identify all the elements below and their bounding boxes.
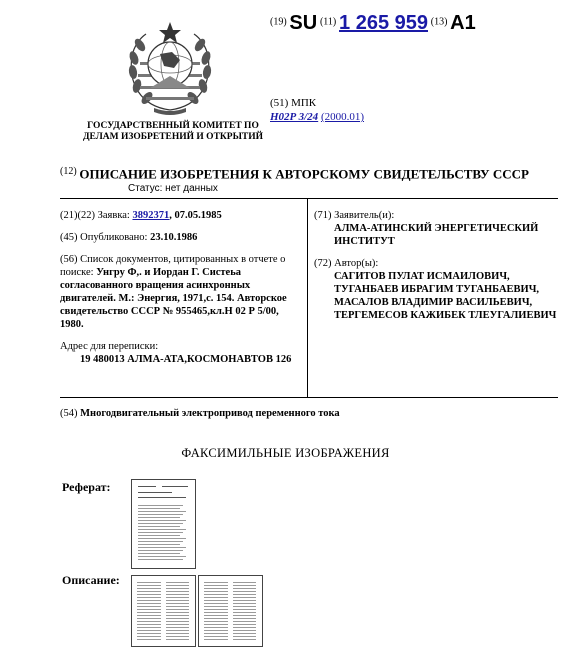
thumbnail-text-line [204, 612, 228, 613]
thumbnail-text-line [233, 612, 257, 613]
patent-number-link[interactable]: 1 265 959 [339, 12, 428, 34]
address-label: Адрес для переписки: [60, 341, 159, 352]
thumbnail-text-line [166, 582, 190, 583]
application-date: , 07.05.1985 [169, 210, 222, 221]
thumbnail-text-line [233, 603, 257, 604]
thumbnail-text-line [204, 591, 228, 592]
cited-docs [60, 253, 305, 331]
column-divider [307, 198, 308, 397]
thumbnail-text-line [137, 630, 161, 631]
thumbnail-text-line [166, 615, 190, 616]
thumbnail-text-line [166, 597, 190, 598]
thumbnail-text-line [137, 627, 161, 628]
mpk-version-link[interactable]: (2000.01) [320, 111, 365, 123]
thumbnail-text-line [204, 588, 228, 589]
thumbnail-text-line [138, 526, 180, 527]
facsimile-heading: ФАКСИМИЛЬНЫЕ ИЗОБРАЖЕНИЯ [181, 446, 390, 460]
thumbnail-text-line [233, 606, 257, 607]
thumbnail-text-line [204, 618, 228, 619]
thumbnail-text-line [166, 630, 190, 631]
code-19: (19) [270, 16, 287, 28]
thumbnail-text-line [166, 612, 190, 613]
thumbnail-text-line [138, 486, 156, 487]
top-divider [60, 198, 558, 199]
description-page-1-thumbnail[interactable] [131, 575, 196, 647]
country-code: SU [289, 12, 318, 34]
code-11: (11) [319, 16, 337, 28]
thumbnail-text-line [138, 535, 180, 536]
thumbnail-text-line [204, 609, 228, 610]
published-date: 23.10.1986 [150, 232, 198, 243]
application-number-link[interactable]: 3892371 [132, 210, 170, 221]
thumbnail-text-line [233, 609, 257, 610]
thumbnail-text-line [137, 597, 161, 598]
thumbnail-text-line [166, 639, 190, 640]
thumbnail-text-line [166, 609, 190, 610]
thumbnail-text-line [166, 585, 190, 586]
thumbnail-text-line [137, 636, 161, 637]
thumbnail-text-line [138, 508, 180, 509]
left-column [60, 209, 305, 366]
application-label: (21)(22) Заявка: [60, 210, 130, 221]
thumbnail-text-line [204, 627, 228, 628]
cited-label: (56) Список документов, цитированных в отчете о поиске: [60, 254, 286, 278]
thumbnail-text-line [166, 603, 190, 604]
invention-title [60, 408, 340, 419]
abstract-label: Реферат: [62, 480, 111, 494]
mpk-label: (51) МПК [270, 97, 317, 109]
thumbnail-text-line [204, 582, 228, 583]
thumbnail-text-line [138, 523, 183, 524]
thumbnail-text-line [204, 624, 228, 625]
code-12: (12) [60, 166, 77, 177]
authors-block [314, 257, 559, 322]
cited-text: Унгру Ф,. и Иордан Г. Систеьа согласованного вращения асинхронных двигателей. М.: Энергия, 1971,с. 154. Авторское свидетельство СССР № 955465,кл.Н 02 Р 5/00, 1980. [60, 267, 287, 330]
thumbnail-text-line [233, 633, 257, 634]
address-text: 19 480013 АЛМА-АТА,КОСМОНАВТОВ 126 [80, 354, 292, 365]
thumbnail-text-line [233, 597, 257, 598]
thumbnail-text-line [162, 486, 188, 487]
thumbnail-text-line [138, 529, 186, 530]
thumbnail-text-line [137, 624, 161, 625]
thumbnail-text-line [138, 505, 183, 506]
thumbnail-text-line [137, 582, 161, 583]
applicant-label: (71) Заявитель(и): [314, 210, 395, 221]
thumbnail-text-line [204, 615, 228, 616]
status-text: Статус: нет данных [128, 183, 218, 194]
thumbnail-text-line [233, 636, 257, 637]
authors-label: (72) Автор(ы): [314, 258, 379, 269]
thumbnail-text-line [204, 597, 228, 598]
thumbnail-text-line [137, 621, 161, 622]
thumbnail-text-line [137, 633, 161, 634]
thumbnail-text-line [166, 594, 190, 595]
thumbnail-text-line [166, 588, 190, 589]
code-13: (13) [430, 16, 448, 28]
thumbnail-text-line [204, 603, 228, 604]
thumbnail-text-line [137, 639, 161, 640]
thumbnail-text-line [166, 624, 190, 625]
thumbnail-text-line [138, 517, 180, 518]
thumbnail-text-line [233, 594, 257, 595]
thumbnail-text-line [137, 609, 161, 610]
thumbnail-text-line [204, 633, 228, 634]
right-column [314, 209, 559, 322]
thumbnail-text-line [233, 627, 257, 628]
thumbnail-text-line [233, 639, 257, 640]
thumbnail-text-line [233, 591, 257, 592]
thumbnail-text-line [166, 606, 190, 607]
thumbnail-text-line [138, 559, 183, 560]
thumbnail-text-line [138, 541, 183, 542]
address-block [60, 340, 305, 366]
thumbnail-text-line [233, 630, 257, 631]
thumbnail-text-line [137, 591, 161, 592]
thumbnail-text-line [166, 621, 190, 622]
invention-title-text: Многодвигательный электропривод переменного тока [80, 408, 340, 419]
abstract-thumbnail[interactable] [131, 479, 196, 569]
thumbnail-text-line [138, 497, 186, 498]
thumbnail-text-line [233, 582, 257, 583]
mpk-code-link[interactable]: H02P 3/24 [270, 111, 319, 123]
thumbnail-text-line [138, 556, 186, 557]
thumbnail-text-line [137, 603, 161, 604]
mpk-block [270, 96, 364, 124]
thumbnail-text-line [138, 514, 183, 515]
thumbnail-text-line [137, 594, 161, 595]
thumbnail-text-line [138, 550, 183, 551]
thumbnail-text-line [166, 600, 190, 601]
thumbnail-text-line [137, 612, 161, 613]
applicant-name: АЛМА-АТИНСКИЙ ЭНЕРГЕТИЧЕСКИЙ ИНСТИТУТ [334, 223, 539, 247]
code-54: (54) [60, 408, 78, 419]
thumbnail-text-line [233, 600, 257, 601]
thumbnail-text-line [204, 585, 228, 586]
thumbnail-text-line [204, 621, 228, 622]
bottom-divider [60, 397, 558, 398]
authors-names: САГИТОВ ПУЛАТ ИСМАИЛОВИЧ, ТУГАНБАЕВ ИБРАГИМ ТУГАНБАЕВИЧ, МАСАЛОВ ВЛАДИМИР ВАСИЛЬЕВИЧ, ТЕРГЕМЕСОВ КАЖИБЕК ТЛЕУГАЛИЕВИЧ [334, 271, 557, 321]
published-label: (45) Опубликовано: [60, 232, 148, 243]
thumbnail-text-line [204, 606, 228, 607]
thumbnail-text-line [233, 588, 257, 589]
thumbnail-text-line [138, 553, 180, 554]
thumbnail-text-line [233, 624, 257, 625]
thumbnail-text-line [204, 630, 228, 631]
thumbnail-text-line [204, 639, 228, 640]
application-row [60, 209, 305, 222]
thumbnail-text-line [138, 532, 183, 533]
thumbnail-text-line [204, 594, 228, 595]
thumbnail-text-line [166, 636, 190, 637]
ussr-state-emblem [120, 18, 220, 118]
thumbnail-text-line [138, 520, 186, 521]
thumbnail-text-line [233, 615, 257, 616]
committee-name: ГОСУДАРСТВЕННЫЙ КОМИТЕТ ПО ДЕЛАМ ИЗОБРЕТЕНИЙ И ОТКРЫТИЙ [82, 121, 264, 142]
thumbnail-text-line [137, 585, 161, 586]
thumbnail-text-line [138, 547, 186, 548]
publication-number-block [270, 12, 476, 35]
description-page-2-thumbnail[interactable] [198, 575, 263, 647]
thumbnail-text-line [138, 492, 172, 493]
thumbnail-text-line [137, 588, 161, 589]
applicant-block [314, 209, 559, 248]
thumbnail-text-line [137, 615, 161, 616]
thumbnail-text-line [166, 618, 190, 619]
thumbnail-text-line [166, 633, 190, 634]
thumbnail-text-line [166, 627, 190, 628]
thumbnail-text-line [166, 591, 190, 592]
kind-code: A1 [450, 12, 476, 34]
document-title-text: ОПИСАНИЕ ИЗОБРЕТЕНИЯ К АВТОРСКОМУ СВИДЕТЕЛЬСТВУ СССР [79, 166, 529, 182]
thumbnail-text-line [204, 636, 228, 637]
published-row [60, 231, 305, 244]
thumbnail-text-line [138, 538, 186, 539]
thumbnail-text-line [137, 606, 161, 607]
description-label: Описание: [62, 573, 120, 587]
thumbnail-text-line [137, 600, 161, 601]
thumbnail-text-line [233, 621, 257, 622]
document-title [60, 166, 529, 183]
thumbnail-text-line [233, 585, 257, 586]
thumbnail-text-line [138, 511, 186, 512]
thumbnail-text-line [204, 600, 228, 601]
thumbnail-text-line [138, 544, 180, 545]
thumbnail-text-line [233, 618, 257, 619]
thumbnail-text-line [137, 618, 161, 619]
